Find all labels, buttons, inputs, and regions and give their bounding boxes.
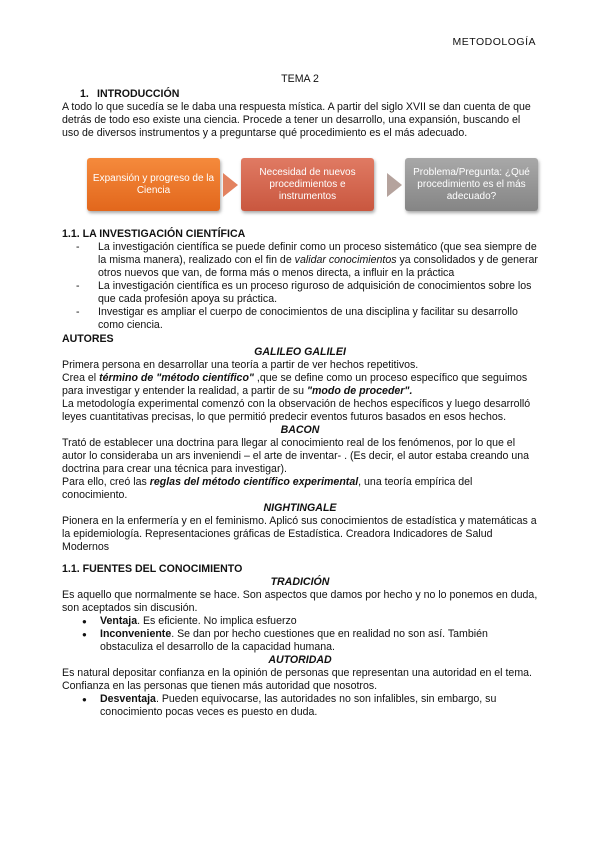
tradicion-list bbox=[62, 615, 538, 654]
intro-heading bbox=[80, 88, 538, 101]
investigacion-list bbox=[62, 241, 538, 332]
fuentes-heading: 1.1. FUENTES DEL CONOCIMIENTO bbox=[62, 563, 243, 575]
text: Para ello, creó las bbox=[62, 476, 150, 488]
arrow-right-icon bbox=[223, 173, 238, 197]
autoridad-heading: AUTORIDAD bbox=[268, 654, 332, 666]
diagram-box-expansion bbox=[87, 158, 220, 211]
item-emphasis: validar conocimientos bbox=[294, 254, 397, 266]
item-text: . Pueden equivocarse, las autoridades no son infalibles, sin embargo, su conocimiento pocas veces es puesto en duda. bbox=[100, 693, 497, 718]
galileo-paragraph-3: La metodología experimental comenzó con la observación de hechos específicos y luego desarrolló leyes cuantitativas precisas, lo que permitió predecir eventos futuros basados en esos hechos. bbox=[62, 398, 531, 423]
tradicion-paragraph: Es aquello que normalmente se hace. Son aspectos que damos por hecho y no lo ponemos en duda, son aceptados sin discusión. bbox=[62, 589, 538, 614]
autoridad-list bbox=[62, 693, 538, 719]
diagram-box-expansion-label: Expansión y progreso de la Ciencia bbox=[92, 172, 215, 196]
text: ,que se define como un proceso específico que seguimos para investigar y entender la realidad, a partir de su bbox=[62, 372, 528, 397]
intro-paragraph: A todo lo que sucedía se le daba una respuesta mística. A partir del siglo XVII se dan cuenta de que detrás de todo eso existe una ciencia. Procede a tener un desarrollo, una expansión, buscando el uso de diversos instrumentos y a preguntarse qué procedimiento es el más adecuado. bbox=[62, 101, 531, 139]
arrow-right-icon bbox=[387, 173, 402, 197]
bacon-paragraph-1: Trató de establecer una doctrina para llegar al conocimiento real de los fenómenos, por lo que el autor lo consideraba un ars inveniendi – el arte de inventar- . (Es decir, el autor estaba creando una doctrina para crear una técnica para investigar). bbox=[62, 437, 529, 475]
document-body bbox=[62, 73, 538, 719]
list-item bbox=[82, 615, 538, 628]
bacon-heading: BACON bbox=[280, 424, 320, 436]
autores-heading: AUTORES bbox=[62, 333, 114, 345]
item-text: . Se dan por hecho cuestiones que en realidad no son así. También obstaculiza el desarrollo de la capacidad humana. bbox=[100, 628, 488, 653]
item-text: . Es eficiente. No implica esfuerzo bbox=[137, 615, 297, 627]
text: , una teoría empírica del conocimiento. bbox=[62, 476, 473, 501]
header-title: METODOLOGÍA bbox=[452, 36, 536, 48]
item-label: Inconveniente bbox=[100, 628, 172, 640]
item-text: ya consolidados y de generar otros nuevos que van, de forma más o menos directa, a influir en la práctica bbox=[98, 254, 538, 279]
item-label: Desventaja bbox=[100, 693, 156, 705]
nightingale-heading: NIGHTINGALE bbox=[263, 502, 337, 514]
nightingale-paragraph: Pionera en la enfermería y en el feminismo. Aplicó sus conocimientos de estadística y matemáticas a la epidemiología. Representaciones gráficas de Estadística. Creadora Indicadores de Salud Modernos bbox=[62, 515, 537, 553]
item-label: Ventaja bbox=[100, 615, 138, 627]
item-text: La investigación científica se puede definir como un proceso sistemático (que sea siempre de la misma manera), realizado con el fin de bbox=[98, 241, 537, 266]
list-item: - La investigación científica es un proceso riguroso de adquisición de conocimientos sobre los que cada profesión apoya su práctica. bbox=[76, 280, 538, 306]
list-item: - Investigar es ampliar el cuerpo de conocimientos de una disciplina y facilitar su desarrollo como ciencia. bbox=[76, 306, 538, 332]
list-item bbox=[76, 241, 538, 280]
list-item bbox=[82, 693, 538, 719]
intro-number: 1. bbox=[80, 88, 89, 100]
tradicion-heading: TRADICIÓN bbox=[270, 576, 330, 588]
process-diagram bbox=[62, 146, 538, 222]
diagram-box-necesidad bbox=[241, 158, 374, 211]
bold-term: término de "método científico" bbox=[99, 372, 254, 384]
intro-title: INTRODUCCIÓN bbox=[97, 88, 180, 100]
galileo-paragraph-2 bbox=[62, 372, 538, 398]
tema-title: TEMA 2 bbox=[281, 73, 319, 85]
diagram-box-problema-label: Problema/Pregunta: ¿Qué procedimiento es el más adecuado? bbox=[413, 166, 530, 202]
bold-term: reglas del método científico experimental bbox=[149, 476, 359, 488]
investigacion-heading: 1.1. LA INVESTIGACIÓN CIENTÍFICA bbox=[62, 228, 246, 240]
bacon-paragraph-2 bbox=[62, 476, 538, 502]
autoridad-paragraph: Es natural depositar confianza en la opinión de personas que representan una autoridad en el tema. Confianza en las personas que tienen más autoridad que nosotros. bbox=[62, 667, 532, 692]
bold-term: "modo de proceder". bbox=[306, 385, 413, 397]
galileo-paragraph-1: Primera persona en desarrollar una teoría a partir de ver hechos repetitivos. bbox=[62, 359, 419, 371]
galileo-heading: GALILEO GALILEI bbox=[254, 346, 346, 358]
diagram-box-problema bbox=[405, 158, 538, 211]
diagram-box-necesidad-label: Necesidad de nuevos procedimientos e instrumentos bbox=[259, 166, 356, 202]
text: Crea el bbox=[62, 372, 100, 384]
list-item bbox=[82, 628, 538, 654]
